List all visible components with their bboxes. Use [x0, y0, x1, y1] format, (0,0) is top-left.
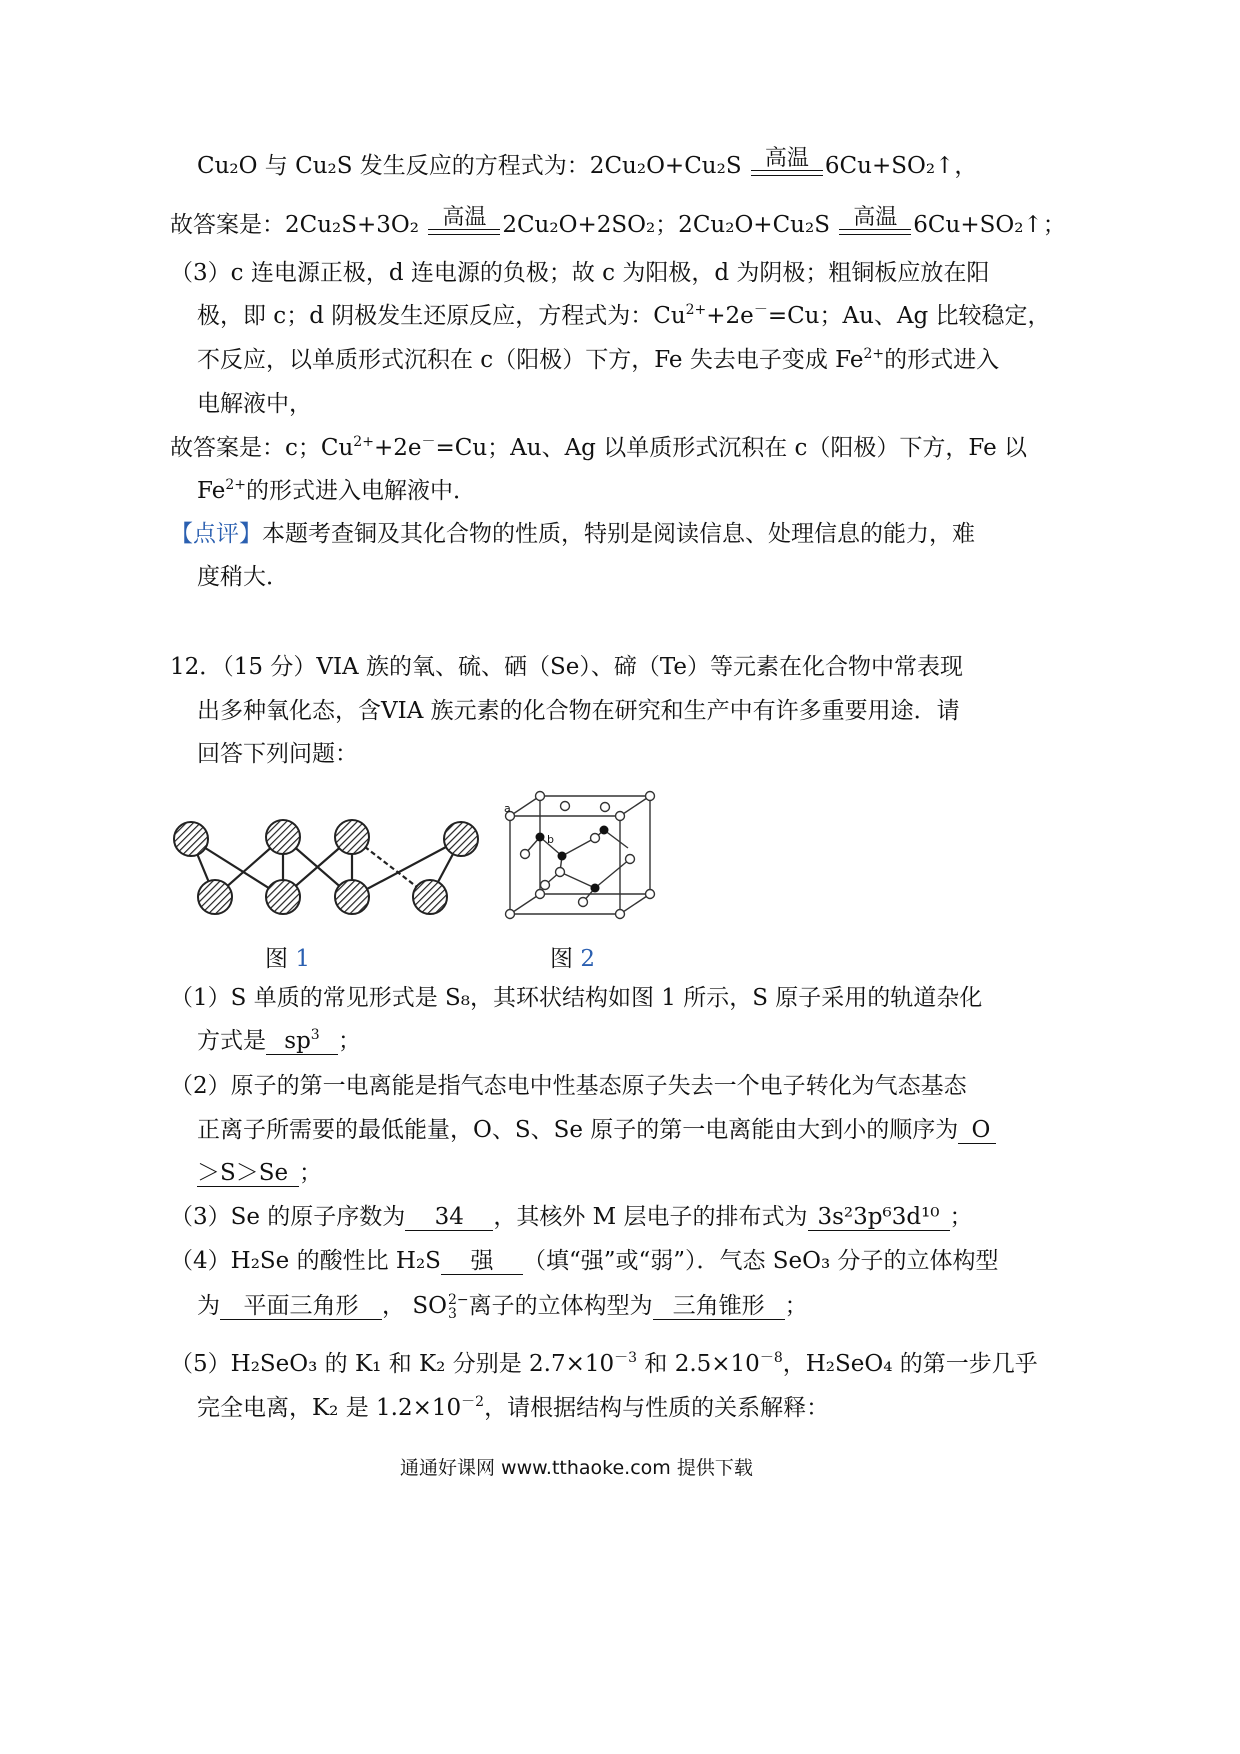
answer-blank: 平面三角形 — [220, 1293, 382, 1320]
comment-text: 本题考查铜及其化合物的性质，特别是阅读信息、处理信息的能力，难 — [262, 521, 975, 547]
answer-blank: 34 — [405, 1204, 493, 1231]
label-b: b — [547, 833, 554, 846]
equation-line-1 — [197, 148, 977, 181]
answer-text: 故答案是：2Cu₂S+3O₂ — [170, 212, 427, 238]
answer-blank: 强 — [441, 1248, 523, 1275]
question12-line-1: 12．（15 分）VIA 族的氧、硫、硒（Se）、碲（Te）等元素在化合物中常表现 — [170, 654, 963, 680]
answer-line-1 — [170, 207, 1066, 240]
subq1-line-1: （1）S 单质的常见形式是 S₈，其环状结构如图 1 所示，S 原子采用的轨道杂化 — [170, 985, 983, 1011]
comment-tag: 【点评】 — [170, 521, 262, 547]
figure-1-s8-ring — [165, 815, 490, 925]
comment-line-2: 度稍大． — [197, 564, 289, 590]
answer-blank: O — [958, 1117, 996, 1144]
answer3-line-1: 故答案是：c；$Cu^{2+}+2e^-=Cu$；Au、Ag 以单质形式沉积在 c（阳极）下方，Fe 以 — [170, 434, 1028, 461]
sulfur-atoms — [174, 820, 478, 914]
answer-blank: 三角锥形 — [653, 1293, 785, 1320]
question12-line-3: 回答下列问题： — [197, 741, 358, 767]
answer-blank: 3s²3p⁶3d¹⁰ — [808, 1204, 950, 1231]
figure-2-caption: 图 2 — [550, 946, 595, 972]
condition-label: 高温 — [442, 205, 487, 230]
answer3-line-2: $Fe^{2+}$的形式进入电解液中． — [197, 477, 476, 504]
label-a: a — [504, 802, 511, 815]
subq2-line-1: （2）原子的第一电离能是指气态电中性基态原子失去一个电子转化为气态基态 — [170, 1073, 967, 1099]
part3-line-1: （3）c 连电源正极，d 连电源的负极；故 c 为阳极，d 为阴极；粗铜板应放在阳 — [170, 260, 990, 286]
subq5-line-2: 完全电离，K₂ 是 $1.2\times 10^{-2}$，请根据结构与性质的关系解释： — [197, 1394, 830, 1421]
figure-2-crystal-cell — [500, 788, 670, 928]
sulfite-ion: SO 2− 3 — [412, 1292, 469, 1322]
subq1-line-2: 方式是 $sp^3$ ； — [197, 1027, 361, 1054]
answer-text: 6Cu+SO₂↑； — [913, 212, 1066, 238]
subq4-line-1: （4）H₂Se 的酸性比 H₂S 强 （填“强”或“弱”）．气态 SeO₃ 分子的立体构型 — [170, 1248, 999, 1274]
figure-1-caption: 图 1 — [265, 946, 310, 972]
condition-label: 高温 — [853, 205, 898, 230]
answer-text: 2Cu₂O+2SO₂；2Cu₂O+Cu₂S — [502, 212, 838, 238]
subq5-line-1: （5）H₂SeO₃ 的 K₁ 和 K₂ 分别是 $2.7\times 10^{-3}$ 和 $2.5\times 10^{-8}$，H₂SeO₄ 的第一步几乎 — [170, 1350, 1038, 1377]
question12-line-2: 出多种氧化态，含VIA 族元素的化合物在研究和生产中有许多重要用途．请 — [197, 698, 960, 724]
reaction-condition — [428, 207, 500, 240]
comment-line-1 — [170, 519, 975, 549]
subq2-line-3: ＞S＞Se ； — [197, 1160, 322, 1186]
part3-line-2: 极，即 c；d 阴极发生还原反应，方程式为：$Cu^{2+}+2e^-=Cu$；Au、Ag 比较稳定， — [197, 302, 1051, 329]
condition-label: 高温 — [764, 146, 809, 171]
equation-products: 6Cu+SO₂↑， — [824, 153, 978, 179]
reaction-condition — [839, 207, 911, 240]
answer-blank: $sp^3$ — [266, 1028, 338, 1055]
subq4-line-2: 为 平面三角形 ， SO 2− 3 离子的立体构型为 三角锥形 ； — [197, 1292, 808, 1322]
reaction-condition — [751, 148, 823, 181]
page-footer: 通通好课网 www.tthaoke.com 提供下载 — [400, 1457, 753, 1479]
part3-line-4: 电解液中， — [197, 391, 312, 417]
answer-blank: ＞S＞Se — [197, 1160, 299, 1187]
lattice-atoms — [506, 792, 655, 919]
subq3-line: （3）Se 的原子序数为 34 ，其核外 M 层电子的排布式为 3s²3p⁶3d¹⁰ ； — [170, 1204, 973, 1230]
equation-text: Cu₂O 与 Cu₂S 发生反应的方程式为：2Cu₂O+Cu₂S — [197, 153, 749, 179]
part3-line-3: 不反应，以单质形式沉积在 c（阳极）下方，Fe 失去电子变成 $Fe^{2+}$的形式进入 — [197, 346, 1000, 373]
subq2-line-2: 正离子所需要的最低能量，O、S、Se 原子的第一电离能由大到小的顺序为 O — [197, 1115, 996, 1145]
